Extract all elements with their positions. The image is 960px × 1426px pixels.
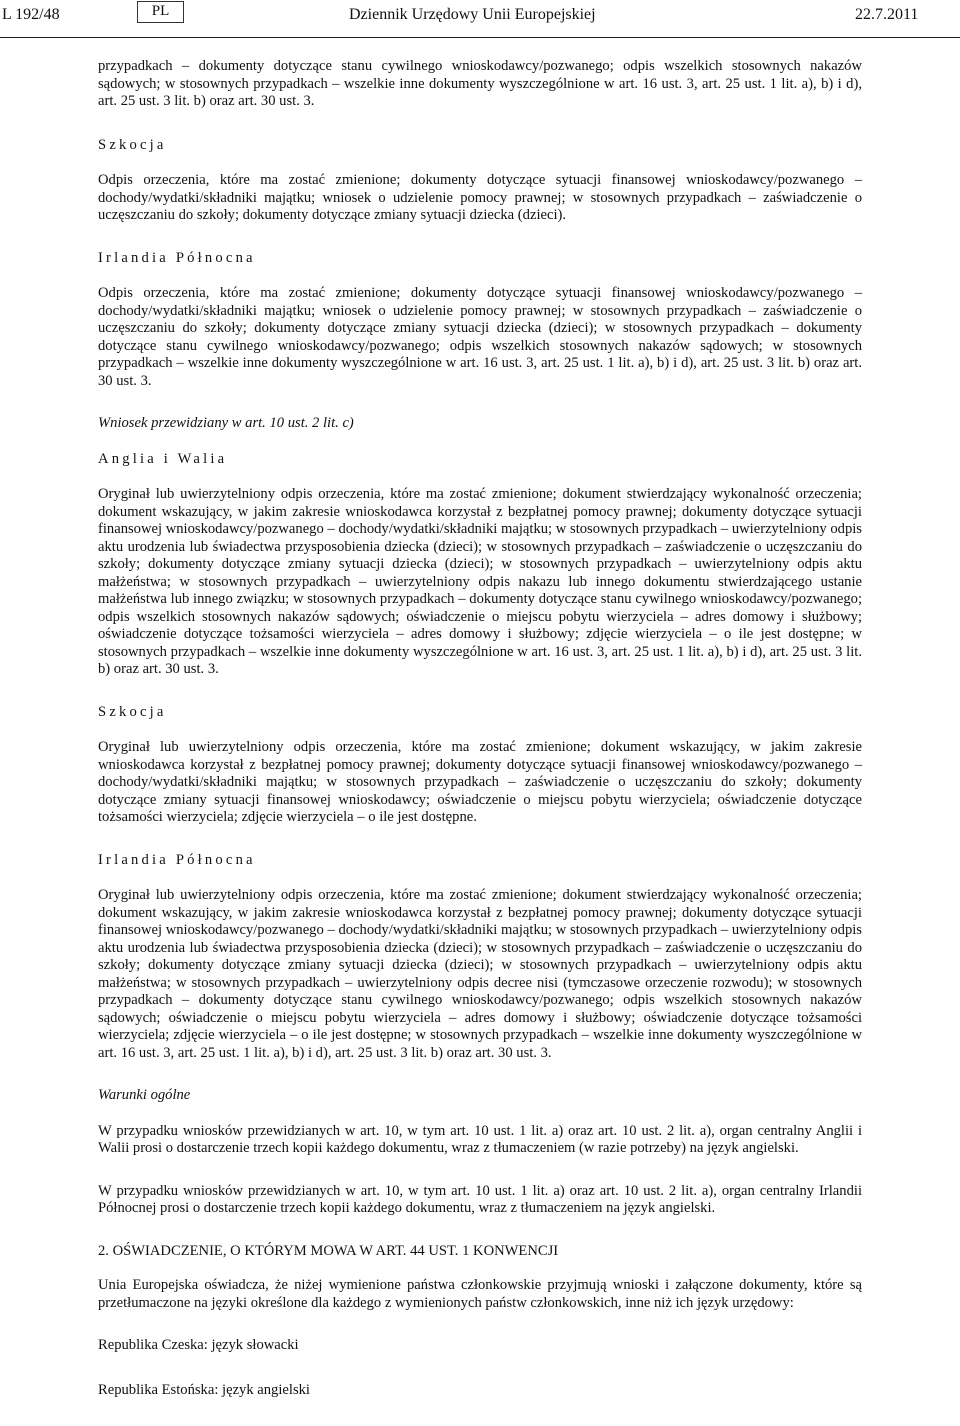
section-title: 2. OŚWIADCZENIE, O KTÓRYM MOWA W ART. 44 UST. 1 KONWENCJI [98, 1242, 559, 1259]
header-rule [0, 37, 960, 38]
page-reference: L 192/48 [2, 6, 60, 23]
paragraph-scotland-2: Oryginał lub uwierzytelniony odpis orzeczenia, które ma zostać zmienione; dokument wskazujący, w jakim zakresie wnioskodawca korzystał z bezpłatnej pomocy prawnej; dokumenty dotyczące sytuacji finansowej wnioskodawcy/pozwanego – dochody/wydatki/składniki majątku; w stosownych przypadkach – zaświadczenie o uczęszczaniu do szkoły; dokumenty dotyczące zmiany sytuacji finansowej wnioskodawcy; oświadczenie o miejscu pobytu wierzyciela; oświadczenie dotyczące tożsamości wierzyciela; zdjęcie wierzyciela – o ile jest dostępne. [98, 739, 862, 825]
document-body [98, 58, 862, 1426]
section-heading-england-wales: Anglia i Walia [98, 450, 228, 467]
paragraph-general-2: W przypadku wniosków przewidzianych w art. 10, w tym art. 10 ust. 1 lit. a) oraz art. 10 ust. 2 lit. a), organ centralny Irlandii Północnej prosi o dostarczenie trzech kopii każdego dokumentu, wraz z tłumaczeniem na język angielski. [98, 1182, 862, 1216]
italic-subheading-general: Warunki ogólne [98, 1087, 191, 1103]
continuation-paragraph: przypadkach – dokumenty dotyczące stanu cywilnego wnioskodawcy/pozwanego; odpis wszelkich stosownych nakazów sądowych; w stosownych przypadkach – wszelkie inne dokumenty wyszczególnione w art. 16 ust. 3, art. 25 ust. 1 lit. a), b) i d), art. 25 ust. 3 lit. b) oraz art. 30 ust. 3. [98, 58, 862, 109]
paragraph-england-wales: Oryginał lub uwierzytelniony odpis orzeczenia, które ma zostać zmienione; dokument stwierdzający wykonalność orzeczenia; dokument wskazujący, w jakim zakresie wnioskodawca korzystał z bezpłatnej pomocy prawnej; dokumenty dotyczące sytuacji finansowej wnioskodawcy/pozwanego – dochody/wydatki/składniki majątku; w stosownych przypadkach – uwierzytelniony odpis aktu urodzenia lub świadectwa przysposobienia dziecka (dzieci); w stosownych przypadkach – zaświadczenie o uczęszczaniu do szkoły; dokumenty dotyczące zmiany sytuacji dziecka (dzieci); w stosownych przypadkach – uwierzytelniony odpis aktu małżeństwa; w stosownych przypadkach – uwierzytelniony odpis nakazu lub innego dokumentu stwierdzającego ustanie małżeństwa lub innego związku; w stosownych przypadkach – dokumenty dotyczące stanu cywilnego wnioskodawcy/pozwanego; odpis wszelkich stosownych nakazów sądowych; oświadczenie o miejscu pobytu wierzyciela – adres domowy i służbowy; oświadczenie dotyczące tożsamości wierzyciela – adres domowy i służbowy; zdjęcie wierzyciela – o ile jest dostępne; w stosownych przypadkach – wszelkie inne dokumenty wyszczególnione w art. 16 ust. 3, art. 25 ust. 1 lit. a), b) i d), art. 25 ust. 3 lit. b) oraz art. 30 ust. 3. [98, 486, 862, 677]
page-header [0, 0, 960, 40]
paragraph-northern-ireland-2: Oryginał lub uwierzytelniony odpis orzeczenia, które ma zostać zmienione; dokument stwierdzający wykonalność orzeczenia; dokument wskazujący, w jakim zakresie wnioskodawca korzystał z bezpłatnej pomocy prawnej; dokumenty dotyczące sytuacji finansowej wnioskodawcy/pozwanego – dochody/wydatki/składniki majątku; w stosownych przypadkach – uwierzytelniony odpis aktu urodzenia lub świadectwa przysposobienia dziecka (dzieci); w stosownych przypadkach – zaświadczenie o uczęszczaniu do szkoły; dokumenty dotyczące zmiany sytuacji dziecka (dzieci); w stosownych przypadkach – uwierzytelniony odpis aktu małżeństwa; w stosownych przypadkach – uwierzytelniony odpis decree nisi (tymczasowe orzeczenie rozwodu); w stosownych przypadkach – dokumenty dotyczące stanu cywilnego wnioskodawcy/pozwanego; odpis wszelkich stosownych nakazów sądowych; oświadczenie o miejscu pobytu wierzyciela – adres domowy i służbowy; oświadczenie dotyczące tożsamości wierzyciela; zdjęcie wierzyciela – o ile jest dostępne; w stosownych przypadkach – wszelkie inne dokumenty wyszczególnione w art. 16 ust. 3, art. 25 ust. 1 lit. a), b) i d), art. 25 ust. 3 lit. b) oraz art. 30 ust. 3. [98, 887, 862, 1061]
italic-subheading-request: Wniosek przewidziany w art. 10 ust. 2 lit. c) [98, 415, 354, 431]
paragraph-general-1: W przypadku wniosków przewidzianych w art. 10, w tym art. 10 ust. 1 lit. a) oraz art. 10 ust. 2 lit. a), organ centralny Anglii i Walii prosi o dostarczenie trzech kopii każdego dokumentu, wraz z tłumaczeniem (w razie potrzeby) na język angielski. [98, 1122, 862, 1156]
publication-date: 22.7.2011 [855, 6, 919, 23]
language-badge: PL [137, 1, 184, 23]
paragraph-scotland: Odpis orzeczenia, które ma zostać zmienione; dokumenty dotyczące sytuacji finansowej wnioskodawcy/pozwanego – dochody/wydatki/składniki majątku; wniosek o udzielenie pomocy prawnej; w stosownych przypadkach – zaświadczenie o uczęszczaniu do szkoły; dokumenty dotyczące zmiany sytuacji dziecka (dzieci). [98, 172, 862, 223]
section-heading-northern-ireland: Irlandia Północna [98, 249, 256, 266]
journal-title: Dziennik Urzędowy Unii Europejskiej [349, 6, 596, 23]
section-intro: Unia Europejska oświadcza, że niżej wymienione państwa członkowskie przyjmują wnioski i załączone dokumenty, które są przetłumaczone na języki określone dla każdego z wymienionych państw członkowskich, inne niż ich język urzędowy: [98, 1277, 862, 1311]
paragraph-northern-ireland: Odpis orzeczenia, które ma zostać zmienione; dokumenty dotyczące sytuacji finansowej wnioskodawcy/pozwanego – dochody/wydatki/składniki majątku; wniosek o udzielenie pomocy prawnej; w stosownych przypadkach – zaświadczenie o uczęszczaniu do szkoły; dokumenty dotyczące zmiany sytuacji dziecka (dzieci); w stosownych przypadkach – dokumenty dotyczące stanu cywilnego wnioskodawcy/pozwanego; odpis wszelkich stosownych nakazów sądowych; w stosownych przypadkach – wszelkie inne dokumenty wyszczególnione w art. 16 ust. 3, art. 25 ust. 1 lit. a), b) i d), art. 25 ust. 3 lit. b) oraz art. 30 ust. 3. [98, 285, 862, 389]
section-heading-scotland-2: Szkocja [98, 703, 167, 720]
section-heading-northern-ireland-2: Irlandia Północna [98, 851, 256, 868]
republic-entry-czech: Republika Czeska: język słowacki [98, 1337, 299, 1353]
republic-entry-estonia: Republika Estońska: język angielski [98, 1381, 310, 1398]
section-heading-scotland: Szkocja [98, 136, 167, 153]
